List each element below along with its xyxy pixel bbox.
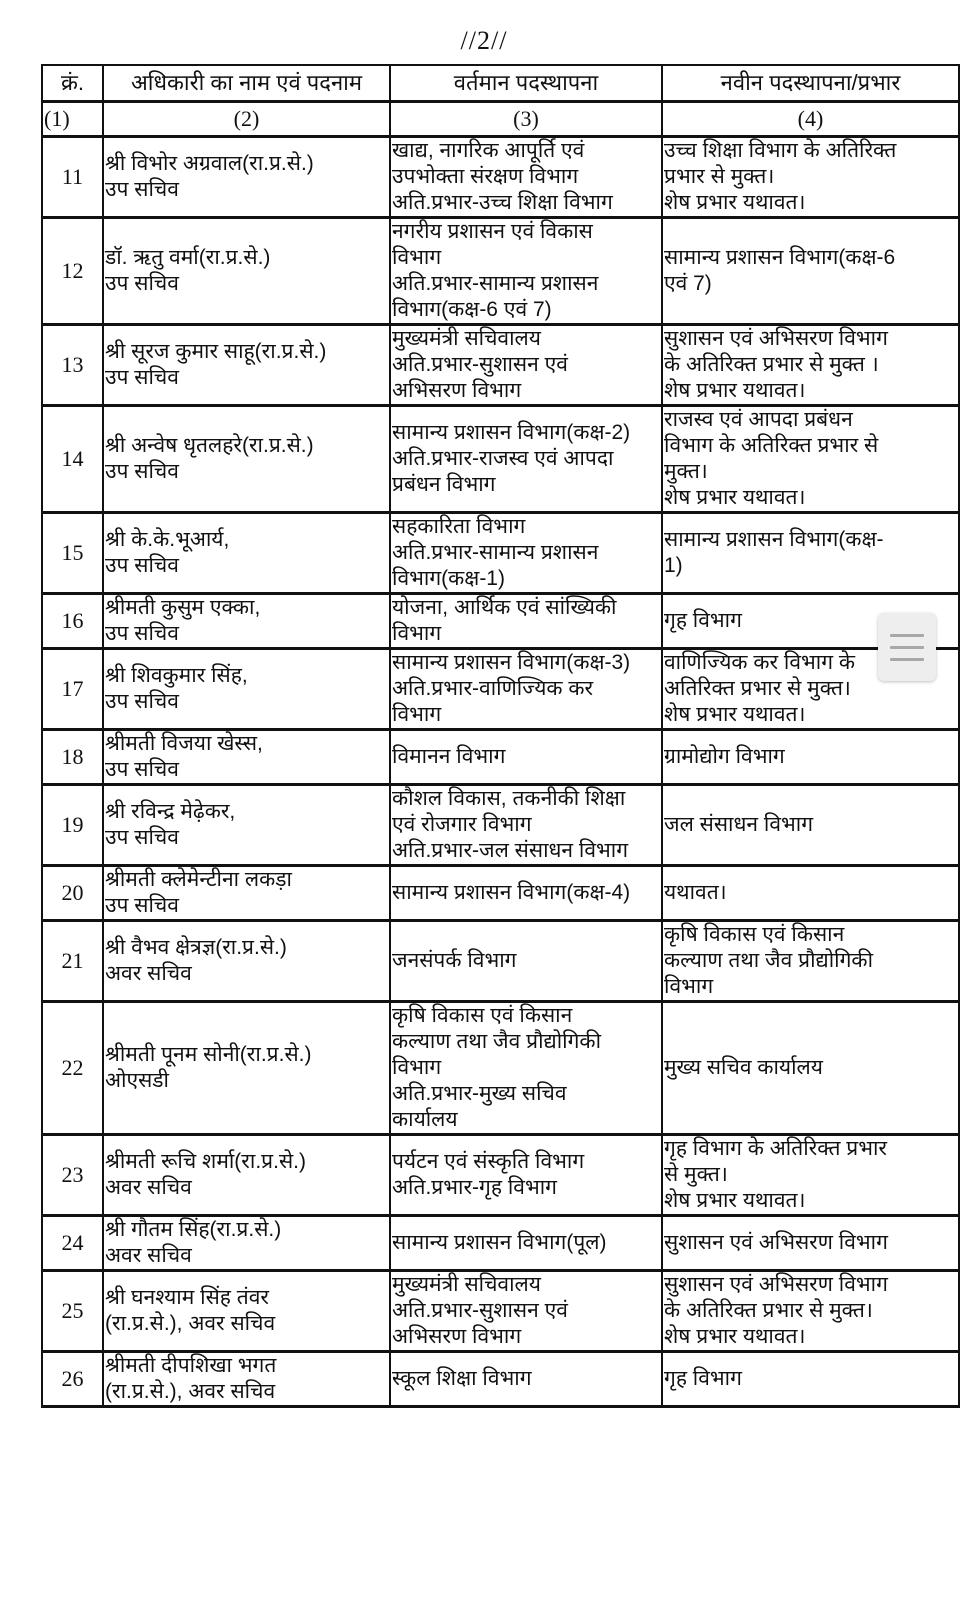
officer-line: उप सचिव — [105, 272, 179, 295]
table-row — [42, 1135, 959, 1216]
new-posting-line: के अतिरिक्त प्रभार से मुक्त । — [664, 353, 879, 376]
new-posting-line: के अतिरिक्त प्रभार से मुक्त। — [664, 1299, 873, 1322]
new-posting-line: विभाग — [664, 975, 714, 998]
new-posting-line: प्रभार से मुक्त। — [664, 165, 775, 188]
current-posting-line: अति.प्रभार-सामान्य प्रशासन — [392, 541, 599, 564]
current-posting-line: अति.प्रभार-उच्च शिक्षा विभाग — [392, 191, 613, 214]
table-row — [42, 785, 959, 866]
current-posting-line: अति.प्रभार-सुशासन एवं — [392, 1299, 568, 1322]
officer-line: उप सचिव — [105, 826, 179, 849]
serial-number: 12 — [42, 218, 103, 325]
new-posting-cell — [662, 325, 959, 406]
new-posting-line: एवं 7) — [664, 272, 712, 295]
current-posting-line: खाद्य, नागरिक आपूर्ति एवं — [392, 139, 585, 162]
table-row — [42, 594, 959, 649]
current-posting-line: प्रबंधन विभाग — [392, 473, 496, 496]
officer-line: श्रीमती विजया खेस्स, — [105, 732, 263, 755]
column-number: (1) — [42, 102, 103, 137]
serial-number: 15 — [42, 513, 103, 594]
current-posting-line: विभाग(कक्ष-1) — [392, 567, 505, 590]
current-posting-cell — [390, 785, 662, 866]
new-posting-line: यथावत। — [664, 881, 727, 904]
officer-line: (रा.प्र.से.), अवर सचिव — [105, 1380, 276, 1403]
serial-number: 17 — [42, 649, 103, 730]
current-posting-line: नगरीय प्रशासन एवं विकास — [392, 220, 593, 243]
officer-line: श्रीमती दीपशिखा भगत — [105, 1354, 277, 1377]
current-posting-line: कार्यालय — [392, 1108, 458, 1131]
officer-line: ओएसडी — [105, 1069, 169, 1092]
header-new-posting: नवीन पदस्थापना/प्रभार — [662, 65, 959, 102]
officer-line: श्रीमती रूचि शर्मा(रा.प्र.से.) — [105, 1150, 306, 1173]
column-number: (4) — [662, 102, 959, 137]
current-posting-line: विभाग — [392, 246, 442, 269]
hamburger-menu-icon — [890, 634, 924, 637]
officer-line: श्री घनश्याम सिंह तंवर — [105, 1286, 269, 1309]
new-posting-line: गृह विभाग के अतिरिक्त प्रभार — [664, 1137, 888, 1160]
new-posting-line: शेष प्रभार यथावत। — [664, 1325, 806, 1348]
officer-line: श्री रविन्द्र मेढ़ेकर, — [105, 800, 236, 823]
current-posting-line: मुख्यमंत्री सचिवालय — [392, 1273, 541, 1296]
current-posting-line: उपभोक्ता संरक्षण विभाग — [392, 165, 579, 188]
officer-line: उप सचिव — [105, 366, 179, 389]
current-posting-cell — [390, 649, 662, 730]
current-posting-line: अति.प्रभार-गृह विभाग — [392, 1176, 557, 1199]
column-number: (2) — [103, 102, 390, 137]
new-posting-cell — [662, 1271, 959, 1352]
floating-menu-button[interactable] — [878, 613, 936, 681]
new-posting-line: कल्याण तथा जैव प्रौद्योगिकी — [664, 949, 874, 972]
current-posting-line: अति.प्रभार-सुशासन एवं — [392, 353, 568, 376]
current-posting-cell — [390, 218, 662, 325]
new-posting-cell — [662, 513, 959, 594]
officer-line: डॉ. ऋतु वर्मा(रा.प्र.से.) — [105, 246, 271, 269]
officer-line: अवर सचिव — [105, 1176, 192, 1199]
officer-name-cell — [103, 785, 390, 866]
new-posting-line: शेष प्रभार यथावत। — [664, 486, 806, 509]
new-posting-cell — [662, 921, 959, 1002]
officer-line: श्रीमती क्लेमेन्टीना लकड़ा — [105, 868, 292, 891]
table-row — [42, 1002, 959, 1135]
officer-line: (रा.प्र.से.), अवर सचिव — [105, 1312, 276, 1335]
current-posting-line: जनसंपर्क विभाग — [392, 949, 517, 972]
new-posting-line: मुक्त। — [664, 460, 708, 483]
column-number-row — [42, 102, 959, 137]
serial-number: 16 — [42, 594, 103, 649]
serial-number: 21 — [42, 921, 103, 1002]
officer-line: श्री अन्वेष धृतलहरे(रा.प्र.से.) — [105, 434, 314, 457]
current-posting-cell — [390, 137, 662, 218]
current-posting-line: अति.प्रभार-राजस्व एवं आपदा — [392, 447, 614, 470]
transfer-order-table — [41, 64, 960, 1408]
current-posting-cell — [390, 1002, 662, 1135]
new-posting-line: मुख्य सचिव कार्यालय — [664, 1056, 823, 1079]
new-posting-line: जल संसाधन विभाग — [664, 813, 814, 836]
new-posting-line: गृह विभाग — [664, 1367, 742, 1390]
officer-name-cell — [103, 325, 390, 406]
officer-line: श्री विभोर अग्रवाल(रा.प्र.से.) — [105, 152, 314, 175]
current-posting-line: अभिसरण विभाग — [392, 379, 522, 402]
current-posting-cell — [390, 325, 662, 406]
table-row — [42, 1271, 959, 1352]
new-posting-cell — [662, 137, 959, 218]
new-posting-cell — [662, 218, 959, 325]
table-row — [42, 325, 959, 406]
serial-number: 23 — [42, 1135, 103, 1216]
new-posting-cell — [662, 406, 959, 513]
officer-line: अवर सचिव — [105, 1244, 192, 1267]
new-posting-cell — [662, 1352, 959, 1407]
table-row — [42, 1216, 959, 1271]
table-row — [42, 513, 959, 594]
serial-number: 22 — [42, 1002, 103, 1135]
serial-number: 19 — [42, 785, 103, 866]
current-posting-line: एवं रोजगार विभाग — [392, 813, 532, 836]
officer-name-cell — [103, 1135, 390, 1216]
current-posting-line: योजना, आर्थिक एवं सांख्यिकी — [392, 596, 617, 619]
current-posting-line: कृषि विकास एवं किसान — [392, 1004, 573, 1027]
current-posting-line: विभाग — [392, 622, 442, 645]
new-posting-line: सामान्य प्रशासन विभाग(कक्ष-6 — [664, 246, 896, 269]
current-posting-line: विभाग(कक्ष-6 एवं 7) — [392, 298, 552, 321]
new-posting-line: सुशासन एवं अभिसरण विभाग — [664, 1273, 888, 1296]
new-posting-line: वाणिज्यिक कर विभाग के — [664, 651, 855, 674]
officer-name-cell — [103, 1216, 390, 1271]
officer-line: उप सचिव — [105, 894, 179, 917]
table-row — [42, 137, 959, 218]
current-posting-line: सहकारिता विभाग — [392, 515, 526, 538]
new-posting-line: 1) — [664, 554, 683, 577]
new-posting-line: सामान्य प्रशासन विभाग(कक्ष- — [664, 528, 884, 551]
officer-line: श्रीमती पूनम सोनी(रा.प्र.से.) — [105, 1043, 312, 1066]
officer-name-cell — [103, 1352, 390, 1407]
new-posting-line: सुशासन एवं अभिसरण विभाग — [664, 327, 888, 350]
column-number: (3) — [390, 102, 662, 137]
new-posting-line: कृषि विकास एवं किसान — [664, 923, 845, 946]
officer-line: उप सचिव — [105, 690, 179, 713]
officer-line: श्री गौतम सिंह(रा.प्र.से.) — [105, 1218, 282, 1241]
current-posting-line: सामान्य प्रशासन विभाग(कक्ष-2) — [392, 421, 631, 444]
current-posting-line: मुख्यमंत्री सचिवालय — [392, 327, 541, 350]
current-posting-cell — [390, 1271, 662, 1352]
serial-number: 25 — [42, 1271, 103, 1352]
serial-number: 11 — [42, 137, 103, 218]
header-current-posting: वर्तमान पदस्थापना — [390, 65, 662, 102]
new-posting-line: गृह विभाग — [664, 609, 742, 632]
officer-line: उप सचिव — [105, 758, 179, 781]
current-posting-line: सामान्य प्रशासन विभाग(कक्ष-3) — [392, 651, 631, 674]
current-posting-line: अति.प्रभार-मुख्य सचिव — [392, 1082, 567, 1105]
officer-line: श्री सूरज कुमार साहू(रा.प्र.से.) — [105, 340, 327, 363]
new-posting-line: शेष प्रभार यथावत। — [664, 379, 806, 402]
officer-name-cell — [103, 406, 390, 513]
hamburger-menu-icon — [890, 658, 924, 661]
serial-number: 18 — [42, 730, 103, 785]
new-posting-cell — [662, 1002, 959, 1135]
hamburger-menu-icon — [890, 646, 924, 649]
current-posting-cell — [390, 1216, 662, 1271]
new-posting-cell — [662, 730, 959, 785]
officer-line: श्री वैभव क्षेत्रज्ञ(रा.प्र.से.) — [105, 936, 287, 959]
current-posting-line: कौशल विकास, तकनीकी शिक्षा — [392, 787, 626, 810]
officer-name-cell — [103, 137, 390, 218]
header-officer-name: अधिकारी का नाम एवं पदनाम — [103, 65, 390, 102]
current-posting-line: विभाग — [392, 703, 442, 726]
table-row — [42, 921, 959, 1002]
current-posting-line: अति.प्रभार-जल संसाधन विभाग — [392, 839, 629, 862]
new-posting-line: ग्रामोद्योग विभाग — [664, 745, 785, 768]
current-posting-cell — [390, 406, 662, 513]
current-posting-line: पर्यटन एवं संस्कृति विभाग — [392, 1150, 585, 1173]
header-serial: क्रं. — [42, 65, 103, 102]
current-posting-cell — [390, 1352, 662, 1407]
table-row — [42, 730, 959, 785]
header-row — [42, 65, 959, 102]
new-posting-line: से मुक्त। — [664, 1163, 728, 1186]
new-posting-line: शेष प्रभार यथावत। — [664, 1189, 806, 1212]
officer-line: अवर सचिव — [105, 962, 192, 985]
current-posting-line: सामान्य प्रशासन विभाग(पूल) — [392, 1231, 607, 1254]
current-posting-line: विभाग — [392, 1056, 442, 1079]
table-row — [42, 649, 959, 730]
serial-number: 20 — [42, 866, 103, 921]
current-posting-line: अति.प्रभार-वाणिज्यिक कर — [392, 677, 594, 700]
new-posting-cell — [662, 785, 959, 866]
current-posting-cell — [390, 921, 662, 1002]
officer-line: उप सचिव — [105, 178, 179, 201]
current-posting-line: अभिसरण विभाग — [392, 1325, 522, 1348]
current-posting-line: स्कूल शिक्षा विभाग — [392, 1367, 532, 1390]
new-posting-line: राजस्व एवं आपदा प्रबंधन — [664, 408, 853, 431]
current-posting-cell — [390, 1135, 662, 1216]
table-row — [42, 406, 959, 513]
new-posting-line: शेष प्रभार यथावत। — [664, 703, 806, 726]
officer-name-cell — [103, 921, 390, 1002]
officer-name-cell — [103, 1271, 390, 1352]
current-posting-cell — [390, 730, 662, 785]
officer-name-cell — [103, 866, 390, 921]
new-posting-line: शेष प्रभार यथावत। — [664, 191, 806, 214]
serial-number: 24 — [42, 1216, 103, 1271]
current-posting-line: अति.प्रभार-सामान्य प्रशासन — [392, 272, 599, 295]
page-number: //2// — [460, 26, 508, 55]
officer-name-cell — [103, 218, 390, 325]
table-row — [42, 218, 959, 325]
officer-name-cell — [103, 730, 390, 785]
current-posting-line: सामान्य प्रशासन विभाग(कक्ष-4) — [392, 881, 631, 904]
new-posting-cell — [662, 1216, 959, 1271]
current-posting-line: विमानन विभाग — [392, 745, 506, 768]
serial-number: 14 — [42, 406, 103, 513]
serial-number: 13 — [42, 325, 103, 406]
new-posting-line: उच्च शिक्षा विभाग के अतिरिक्त — [664, 139, 897, 162]
current-posting-cell — [390, 866, 662, 921]
new-posting-line: सुशासन एवं अभिसरण विभाग — [664, 1231, 888, 1254]
new-posting-line: अतिरिक्त प्रभार से मुक्त। — [664, 677, 851, 700]
new-posting-cell — [662, 1135, 959, 1216]
current-posting-cell — [390, 513, 662, 594]
current-posting-cell — [390, 594, 662, 649]
officer-name-cell — [103, 649, 390, 730]
officer-name-cell — [103, 594, 390, 649]
table-row — [42, 1352, 959, 1407]
serial-number: 26 — [42, 1352, 103, 1407]
officer-line: उप सचिव — [105, 460, 179, 483]
new-posting-cell — [662, 866, 959, 921]
officer-line: उप सचिव — [105, 622, 179, 645]
new-posting-line: विभाग के अतिरिक्त प्रभार से — [664, 434, 879, 457]
officer-line: श्रीमती कुसुम एक्का, — [105, 596, 261, 619]
table-row — [42, 866, 959, 921]
officer-line: उप सचिव — [105, 554, 179, 577]
officer-line: श्री शिवकुमार सिंह, — [105, 664, 248, 687]
current-posting-line: कल्याण तथा जैव प्रौद्योगिकी — [392, 1030, 602, 1053]
officer-name-cell — [103, 513, 390, 594]
officer-name-cell — [103, 1002, 390, 1135]
officer-line: श्री के.के.भूआर्य, — [105, 528, 230, 551]
